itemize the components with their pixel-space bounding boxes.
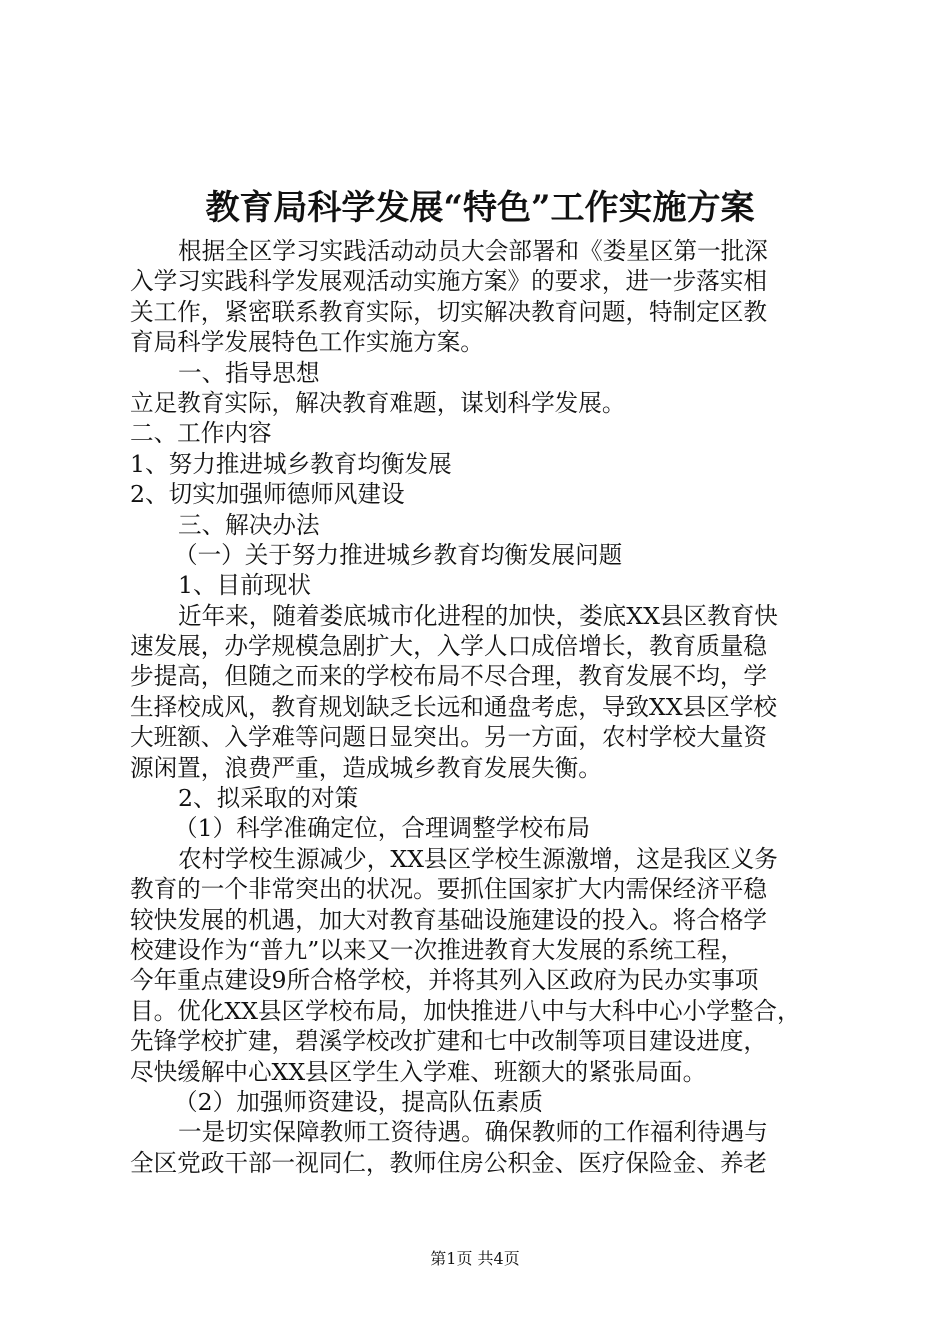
document-body [130, 236, 840, 1178]
paragraph-line: 生择校成风，教育规划缺乏长远和通盘考虑，导致XX县区学校 [130, 692, 778, 721]
paragraph-line: 根据全区学习实践活动动员大会部署和《娄星区第一批深 [178, 237, 768, 265]
paragraph-line: 教育的一个非常突出的状况。要抓住国家扩大内需保经济平稳 [130, 875, 768, 904]
paragraph-line: 2、切实加强师德师风建设 [130, 480, 405, 509]
paragraph-line: 源闲置，浪费严重，造成城乡教育发展失衡。 [130, 753, 602, 782]
paragraph-line: 1、目前现状 [178, 571, 311, 600]
document-title: 教育局科学发展“特色”工作实施方案 [205, 188, 755, 228]
paragraph-line: 尽快缓解中心XX县区学生入学难、班额大的紧张局面。 [130, 1057, 707, 1086]
paragraph-line: 一、指导思想 [178, 358, 320, 387]
paragraph-line: 立足教育实际，解决教育难题，谋划科学发展。 [130, 388, 626, 417]
paragraph-line: 二、工作内容 [130, 419, 272, 448]
paragraph-line: 近年来，随着娄底城市化进程的加快，娄底XX县区教育快 [178, 601, 778, 630]
paragraph-line: （一）关于努力推进城乡教育均衡发展问题 [174, 540, 623, 569]
paragraph-line: 一是切实保障教师工资待遇。确保教师的工作福利待遇与 [178, 1118, 768, 1147]
paragraph-line: 关工作，紧密联系教育实际，切实解决教育问题，特制定区教 [130, 297, 768, 326]
paragraph-line: 育局科学发展特色工作实施方案。 [130, 328, 484, 357]
paragraph-line: 步提高，但随之而来的学校布局不尽合理，教育发展不均，学 [130, 662, 768, 691]
paragraph-line: 入学习实践科学发展观活动实施方案》的要求，进一步落实相 [130, 267, 768, 296]
paragraph-line: 全区党政干部一视同仁，教师住房公积金、医疗保险金、养老 [130, 1148, 768, 1177]
paragraph-line: 农村学校生源减少，XX县区学校生源激增，这是我区义务 [178, 844, 778, 873]
paragraph-line: （1）科学准确定位，合理调整学校布局 [174, 814, 591, 843]
paragraph-line: 较快发展的机遇，加大对教育基础设施建设的投入。将合格学 [130, 905, 768, 934]
paragraph-line: 目。优化XX县区学校布局，加快推进八中与大科中心小学整合， [130, 996, 801, 1025]
paragraph-line: 三、解决办法 [178, 510, 320, 539]
paragraph-line: 2、拟采取的对策 [178, 784, 359, 813]
paragraph-line: 先锋学校扩建，碧溪学校改扩建和七中改制等项目建设进度， [130, 1027, 768, 1056]
paragraph-line: 校建设作为“普九”以来又一次推进教育大发展的系统工程， [130, 935, 744, 964]
paragraph-line: （2）加强师资建设，提高队伍素质 [174, 1087, 543, 1116]
paragraph-line: 速发展，办学规模急剧扩大，入学人口成倍增长，教育质量稳 [130, 632, 768, 661]
page-footer: 第1页 共4页 [430, 1249, 520, 1268]
paragraph-line: 今年重点建设9所合格学校，并将其列入区政府为民办实事项 [130, 966, 759, 995]
paragraph-line: 大班额、入学难等问题日显突出。另一方面，农村学校大量资 [130, 723, 768, 752]
paragraph-line: 1、努力推进城乡教育均衡发展 [130, 449, 452, 478]
